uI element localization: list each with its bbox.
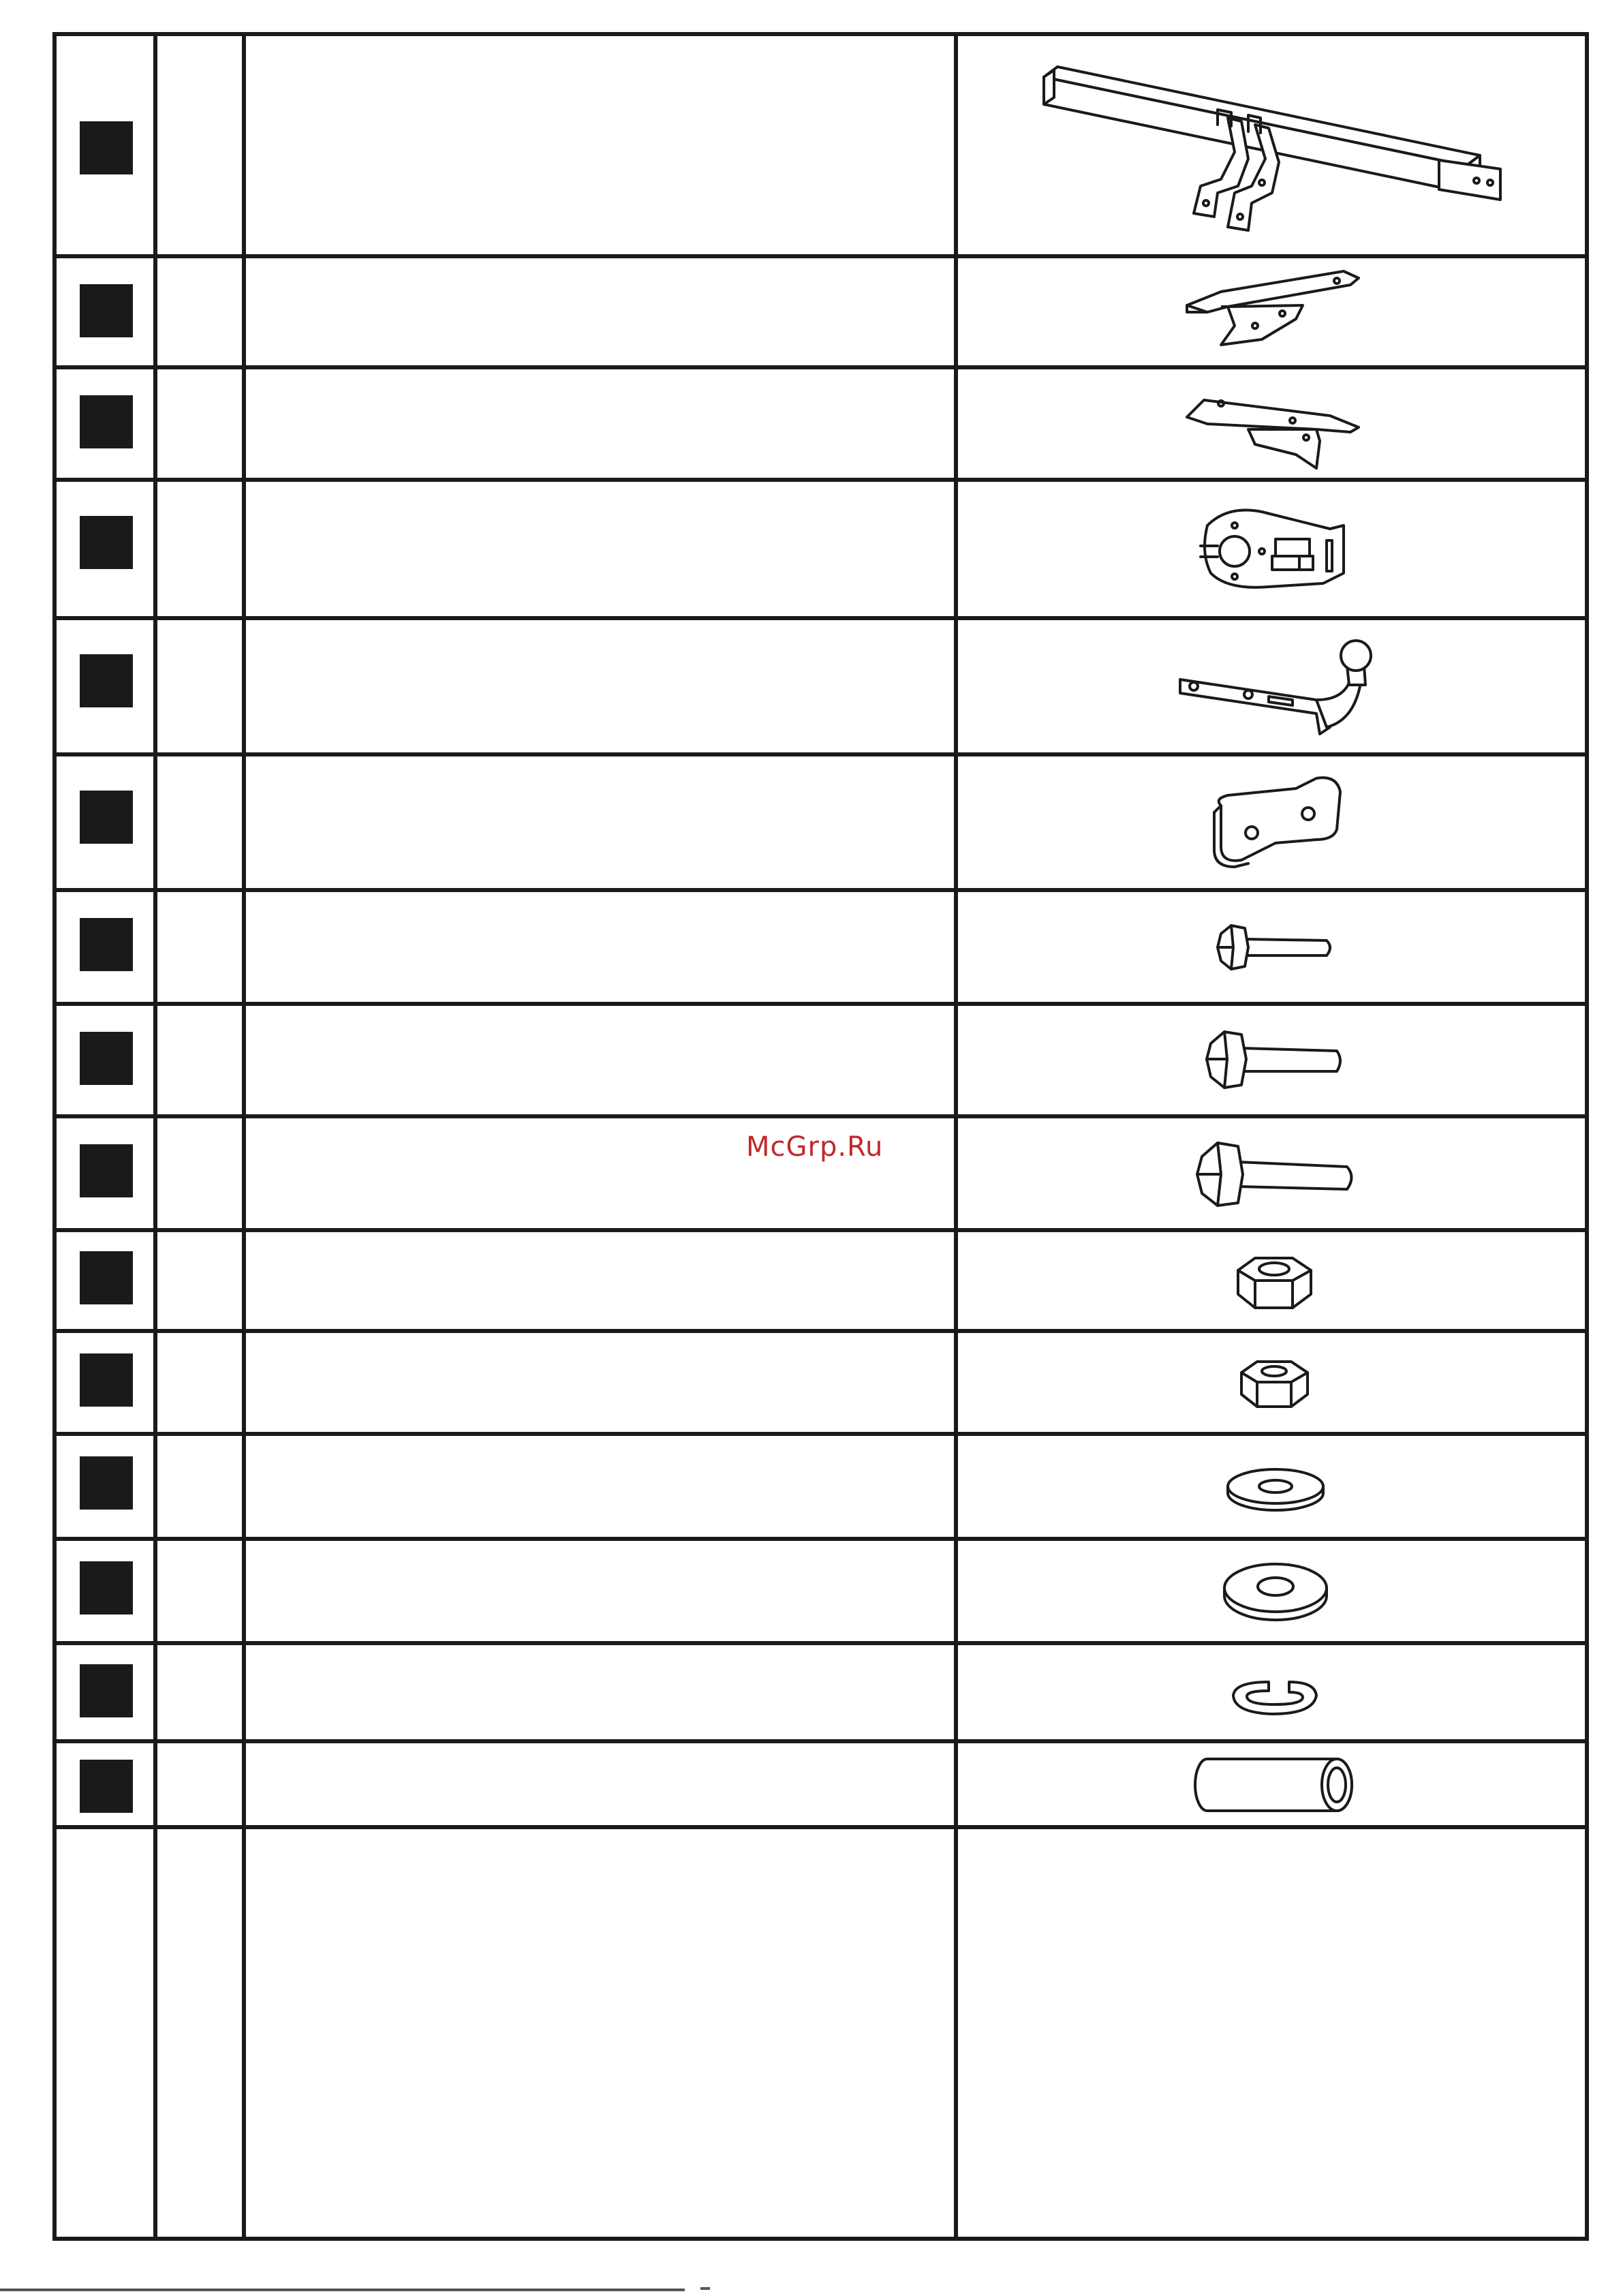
- right-mounting-bracket-icon: [1180, 376, 1371, 472]
- empty-row: [57, 1829, 1585, 2241]
- part-illustration: [962, 1743, 1589, 1825]
- part-illustration: [962, 1541, 1589, 1641]
- item-marker: [80, 1144, 133, 1197]
- parts-row: [57, 258, 1585, 365]
- tow-bar-crossbeam-icon: [1030, 50, 1521, 241]
- medium-bolt-icon: [1197, 1020, 1354, 1101]
- spring-washer-icon: [1221, 1658, 1330, 1726]
- small-hex-nut-icon: [1231, 1345, 1320, 1420]
- reinforcement-plate-icon: [1194, 765, 1357, 881]
- part-illustration: [962, 892, 1589, 1002]
- part-illustration: [962, 1645, 1589, 1739]
- large-flat-washer-icon: [1218, 1554, 1333, 1629]
- item-marker: [80, 1353, 133, 1407]
- parts-row: [57, 1232, 1585, 1329]
- parts-row: [57, 892, 1585, 1002]
- parts-row: [57, 1436, 1585, 1537]
- item-marker: [80, 1032, 133, 1085]
- footer-mark: [700, 2287, 710, 2290]
- part-illustration: [962, 620, 1589, 752]
- item-marker: [80, 516, 133, 569]
- item-marker: [80, 121, 133, 174]
- part-illustration: [962, 1118, 1589, 1228]
- parts-row: [57, 369, 1585, 478]
- item-marker: [80, 654, 133, 707]
- item-marker: [80, 1664, 133, 1717]
- part-illustration: [962, 756, 1589, 888]
- small-bolt-icon: [1207, 913, 1344, 981]
- parts-row: [57, 36, 1585, 254]
- parts-row: [57, 1743, 1585, 1825]
- part-illustration: [962, 482, 1589, 616]
- item-marker: [80, 1456, 133, 1510]
- parts-row: [57, 1645, 1585, 1739]
- item-marker: [80, 1251, 133, 1304]
- item-marker: [80, 395, 133, 448]
- item-marker: [80, 791, 133, 844]
- left-mounting-bracket-icon: [1180, 264, 1371, 360]
- parts-row: [57, 482, 1585, 616]
- part-illustration: [962, 1232, 1589, 1329]
- parts-row: [57, 620, 1585, 752]
- small-flat-washer-icon: [1221, 1456, 1330, 1517]
- item-marker: [80, 1561, 133, 1614]
- parts-row: [57, 1006, 1585, 1114]
- large-hex-nut-icon: [1228, 1243, 1323, 1318]
- parts-row: [57, 1541, 1585, 1641]
- part-illustration: [962, 1006, 1589, 1114]
- footer-rule: [0, 2289, 685, 2291]
- item-marker: [80, 918, 133, 971]
- part-illustration: [962, 1333, 1589, 1432]
- parts-row: [57, 1333, 1585, 1432]
- part-illustration: [962, 1436, 1589, 1537]
- item-marker: [80, 284, 133, 337]
- large-bolt-icon: [1187, 1129, 1364, 1218]
- parts-row: [57, 756, 1585, 888]
- part-illustration: [962, 36, 1589, 254]
- spacer-tube-icon: [1187, 1747, 1364, 1822]
- socket-plate-icon: [1187, 491, 1364, 607]
- part-illustration: [962, 369, 1589, 478]
- watermark: McGrp.Ru: [746, 1131, 884, 1163]
- item-marker: [80, 1760, 133, 1813]
- tow-ball-neck-icon: [1166, 625, 1385, 748]
- part-illustration: [962, 258, 1589, 365]
